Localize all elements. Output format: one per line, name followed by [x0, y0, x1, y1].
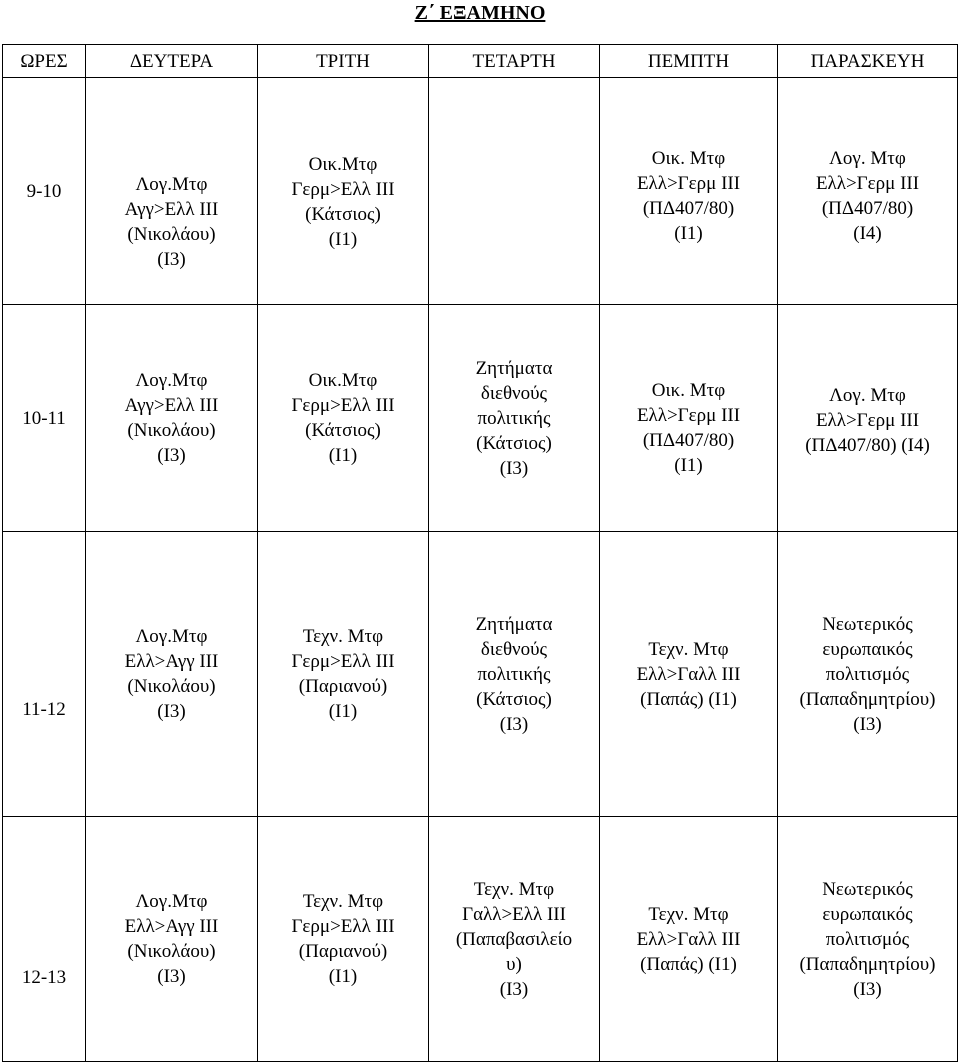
- class-cell-monday: Λογ.Μτφ Ελλ>Αγγ ΙΙΙ (Νικολάου) (Ι3): [86, 532, 258, 817]
- header-wednesday: ΤΕΤΑΡΤΗ: [429, 45, 600, 78]
- class-cell-tuesday: Τεχν. Μτφ Γερμ>Ελλ ΙΙΙ (Παριανού) (Ι1): [258, 817, 429, 1062]
- class-cell-wednesday: Τεχν. Μτφ Γαλλ>Ελλ ΙΙΙ (Παπαβασιλείο υ) (Ι3): [429, 817, 600, 1062]
- class-cell-tuesday: Οικ.Μτφ Γερμ>Ελλ ΙΙΙ (Κάτσιος) (Ι1): [258, 78, 429, 305]
- time-cell: 11-12: [3, 532, 86, 817]
- header-monday: ΔΕΥΤΕΡΑ: [86, 45, 258, 78]
- time-cell: 12-13: [3, 817, 86, 1062]
- class-cell-friday: Νεωτερικός ευρωπαικός πολιτισμός (Παπαδημητρίου) (Ι3): [778, 532, 958, 817]
- class-cell-wednesday: [429, 78, 600, 305]
- header-thursday: ΠΕΜΠΤΗ: [600, 45, 778, 78]
- table-row: [3, 532, 958, 817]
- class-cell-thursday: Τεχν. Μτφ Ελλ>Γαλλ ΙΙΙ (Παπάς) (Ι1): [600, 817, 778, 1062]
- class-cell-friday: Νεωτερικός ευρωπαικός πολιτισμός (Παπαδημητρίου) (Ι3): [778, 817, 958, 1062]
- table-row: [3, 305, 958, 532]
- class-cell-wednesday: Ζητήματα διεθνούς πολιτικής (Κάτσιος) (Ι3): [429, 532, 600, 817]
- timetable: [2, 44, 958, 1062]
- header-hours: ΩΡΕΣ: [3, 45, 86, 78]
- header-friday: ΠΑΡΑΣΚΕΥΗ: [778, 45, 958, 78]
- class-cell-thursday: Τεχν. Μτφ Ελλ>Γαλλ ΙΙΙ (Παπάς) (Ι1): [600, 532, 778, 817]
- class-cell-thursday: Οικ. Μτφ Ελλ>Γερμ ΙΙΙ (ΠΔ407/80) (Ι1): [600, 305, 778, 532]
- class-cell-friday: Λογ. Μτφ Ελλ>Γερμ ΙΙΙ (ΠΔ407/80) (Ι4): [778, 305, 958, 532]
- class-cell-monday: Λογ.Μτφ Αγγ>Ελλ ΙΙΙ (Νικολάου) (Ι3): [86, 305, 258, 532]
- class-cell-tuesday: Οικ.Μτφ Γερμ>Ελλ ΙΙΙ (Κάτσιος) (Ι1): [258, 305, 429, 532]
- time-cell: 10-11: [3, 305, 86, 532]
- table-row: [3, 817, 958, 1062]
- page-title: Ζ΄ ΕΞΑΜΗΝΟ: [414, 2, 546, 24]
- header-tuesday: ΤΡΙΤΗ: [258, 45, 429, 78]
- class-cell-friday: Λογ. Μτφ Ελλ>Γερμ ΙΙΙ (ΠΔ407/80) (Ι4): [778, 78, 958, 305]
- class-cell-monday: Λογ.Μτφ Αγγ>Ελλ ΙΙΙ (Νικολάου) (Ι3): [86, 78, 258, 305]
- class-cell-tuesday: Τεχν. Μτφ Γερμ>Ελλ ΙΙΙ (Παριανού) (Ι1): [258, 532, 429, 817]
- class-cell-thursday: Οικ. Μτφ Ελλ>Γερμ ΙΙΙ (ΠΔ407/80) (Ι1): [600, 78, 778, 305]
- class-cell-monday: Λογ.Μτφ Ελλ>Αγγ ΙΙΙ (Νικολάου) (Ι3): [86, 817, 258, 1062]
- table-row: [3, 78, 958, 305]
- header-row: [3, 45, 958, 78]
- class-cell-wednesday: Ζητήματα διεθνούς πολιτικής (Κάτσιος) (Ι3): [429, 305, 600, 532]
- time-cell: 9-10: [3, 78, 86, 305]
